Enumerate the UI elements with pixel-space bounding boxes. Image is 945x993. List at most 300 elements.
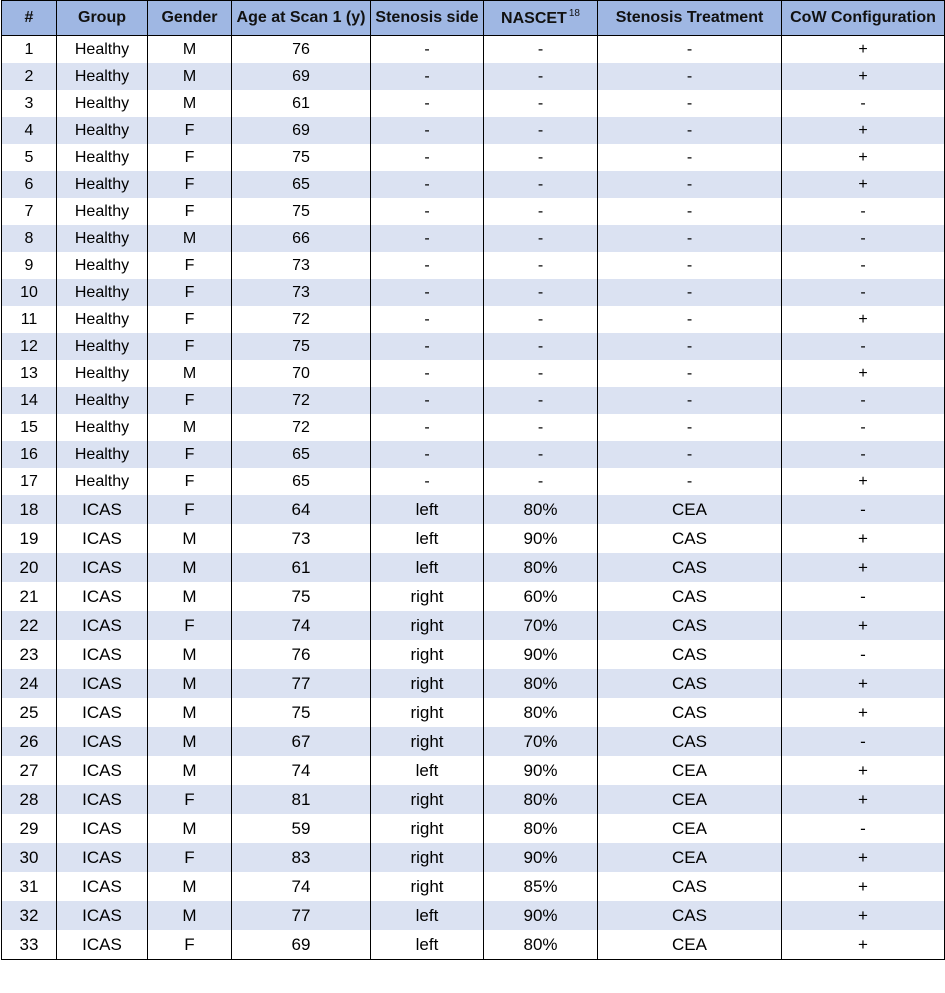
cell-cow-configuration: + — [782, 36, 945, 64]
cell-age: 65 — [232, 468, 371, 495]
cell-stenosis-treatment: - — [598, 117, 782, 144]
cell-stenosis-side: - — [371, 468, 484, 495]
cell-nascet: 80% — [484, 814, 598, 843]
cell-cow-configuration: + — [782, 901, 945, 930]
cell-age: 75 — [232, 333, 371, 360]
cell-cow-configuration: + — [782, 553, 945, 582]
cell-cow-configuration: - — [782, 414, 945, 441]
cell-cow-configuration: + — [782, 785, 945, 814]
cell-index: 13 — [2, 360, 57, 387]
cell-stenosis-treatment: CAS — [598, 640, 782, 669]
cell-index: 11 — [2, 306, 57, 333]
cell-group: ICAS — [57, 669, 148, 698]
cell-stenosis-treatment: - — [598, 279, 782, 306]
cell-cow-configuration: - — [782, 387, 945, 414]
cell-cow-configuration: - — [782, 198, 945, 225]
cell-stenosis-side: right — [371, 843, 484, 872]
cell-stenosis-side: right — [371, 669, 484, 698]
cell-stenosis-side: - — [371, 144, 484, 171]
cell-stenosis-treatment: - — [598, 36, 782, 64]
table-row — [2, 171, 945, 198]
cell-group: ICAS — [57, 582, 148, 611]
cell-gender: F — [148, 387, 232, 414]
cell-index: 6 — [2, 171, 57, 198]
cell-stenosis-side: - — [371, 225, 484, 252]
table-row — [2, 756, 945, 785]
table-row — [2, 279, 945, 306]
cell-nascet: - — [484, 225, 598, 252]
cell-index: 4 — [2, 117, 57, 144]
header-age: Age at Scan 1 (y) — [232, 1, 371, 36]
table-row — [2, 611, 945, 640]
cell-stenosis-side: right — [371, 698, 484, 727]
cell-cow-configuration: - — [782, 441, 945, 468]
table-row — [2, 785, 945, 814]
table-row — [2, 225, 945, 252]
cell-group: Healthy — [57, 117, 148, 144]
cell-nascet: 85% — [484, 872, 598, 901]
cell-stenosis-treatment: CAS — [598, 727, 782, 756]
cell-stenosis-side: right — [371, 611, 484, 640]
table-row — [2, 640, 945, 669]
cell-index: 27 — [2, 756, 57, 785]
cell-age: 75 — [232, 144, 371, 171]
table-row — [2, 63, 945, 90]
cell-gender: F — [148, 306, 232, 333]
cell-stenosis-treatment: - — [598, 171, 782, 198]
cell-cow-configuration: + — [782, 611, 945, 640]
cell-nascet: 90% — [484, 901, 598, 930]
cell-group: ICAS — [57, 727, 148, 756]
cell-group: ICAS — [57, 872, 148, 901]
cell-stenosis-side: left — [371, 930, 484, 960]
table-row — [2, 814, 945, 843]
cell-cow-configuration: + — [782, 756, 945, 785]
cell-nascet: - — [484, 306, 598, 333]
cell-gender: F — [148, 144, 232, 171]
cell-stenosis-side: - — [371, 90, 484, 117]
table-row — [2, 360, 945, 387]
cell-cow-configuration: - — [782, 495, 945, 524]
cell-age: 70 — [232, 360, 371, 387]
cell-nascet: 90% — [484, 640, 598, 669]
cell-age: 72 — [232, 387, 371, 414]
cell-gender: F — [148, 441, 232, 468]
cell-stenosis-treatment: CEA — [598, 785, 782, 814]
cell-gender: M — [148, 872, 232, 901]
cell-nascet: - — [484, 414, 598, 441]
cell-group: ICAS — [57, 495, 148, 524]
cell-stenosis-treatment: - — [598, 63, 782, 90]
cell-index: 18 — [2, 495, 57, 524]
table-row — [2, 414, 945, 441]
cell-group: Healthy — [57, 387, 148, 414]
cell-index: 1 — [2, 36, 57, 64]
cell-index: 32 — [2, 901, 57, 930]
cell-cow-configuration: + — [782, 524, 945, 553]
cell-group: ICAS — [57, 640, 148, 669]
cell-gender: M — [148, 225, 232, 252]
cell-stenosis-treatment: - — [598, 252, 782, 279]
cell-group: Healthy — [57, 36, 148, 64]
cell-cow-configuration: - — [782, 279, 945, 306]
cell-cow-configuration: + — [782, 144, 945, 171]
cell-stenosis-side: right — [371, 785, 484, 814]
cell-age: 73 — [232, 279, 371, 306]
cell-stenosis-treatment: - — [598, 468, 782, 495]
cell-nascet: - — [484, 171, 598, 198]
cell-stenosis-side: right — [371, 872, 484, 901]
cell-index: 9 — [2, 252, 57, 279]
table-row — [2, 468, 945, 495]
cell-group: ICAS — [57, 756, 148, 785]
cell-cow-configuration: - — [782, 225, 945, 252]
table-row — [2, 872, 945, 901]
cell-age: 69 — [232, 930, 371, 960]
cell-cow-configuration: - — [782, 582, 945, 611]
table-row — [2, 930, 945, 960]
cell-nascet: 90% — [484, 756, 598, 785]
cell-group: ICAS — [57, 611, 148, 640]
cell-age: 64 — [232, 495, 371, 524]
cell-stenosis-treatment: CEA — [598, 843, 782, 872]
cell-stenosis-treatment: CAS — [598, 901, 782, 930]
cell-stenosis-treatment: - — [598, 387, 782, 414]
cell-group: ICAS — [57, 785, 148, 814]
cell-group: Healthy — [57, 63, 148, 90]
cell-cow-configuration: - — [782, 333, 945, 360]
cell-stenosis-side: - — [371, 171, 484, 198]
cell-stenosis-side: - — [371, 279, 484, 306]
cell-group: ICAS — [57, 843, 148, 872]
cell-index: 14 — [2, 387, 57, 414]
cell-gender: F — [148, 198, 232, 225]
cell-nascet: - — [484, 90, 598, 117]
cell-cow-configuration: + — [782, 468, 945, 495]
cell-stenosis-side: left — [371, 553, 484, 582]
cell-age: 76 — [232, 640, 371, 669]
cell-cow-configuration: + — [782, 669, 945, 698]
cell-index: 12 — [2, 333, 57, 360]
cell-gender: F — [148, 785, 232, 814]
cell-cow-configuration: - — [782, 252, 945, 279]
cell-group: Healthy — [57, 468, 148, 495]
cell-index: 22 — [2, 611, 57, 640]
cell-age: 65 — [232, 441, 371, 468]
cell-cow-configuration: + — [782, 698, 945, 727]
cell-index: 19 — [2, 524, 57, 553]
cell-nascet: - — [484, 360, 598, 387]
cell-stenosis-side: left — [371, 495, 484, 524]
cell-index: 25 — [2, 698, 57, 727]
cell-stenosis-treatment: CEA — [598, 930, 782, 960]
cell-cow-configuration: + — [782, 872, 945, 901]
cell-age: 69 — [232, 63, 371, 90]
cell-gender: M — [148, 36, 232, 64]
cell-gender: F — [148, 333, 232, 360]
cell-gender: M — [148, 63, 232, 90]
header-cow-configuration: CoW Configuration — [782, 1, 945, 36]
cell-gender: M — [148, 582, 232, 611]
cell-gender: F — [148, 171, 232, 198]
cell-stenosis-treatment: CAS — [598, 669, 782, 698]
cell-index: 2 — [2, 63, 57, 90]
cell-stenosis-treatment: CEA — [598, 495, 782, 524]
table-row — [2, 198, 945, 225]
table-row — [2, 524, 945, 553]
cell-nascet: - — [484, 441, 598, 468]
cell-nascet: 70% — [484, 727, 598, 756]
table-row — [2, 90, 945, 117]
cell-stenosis-treatment: CEA — [598, 814, 782, 843]
cell-nascet: 90% — [484, 843, 598, 872]
table-row — [2, 333, 945, 360]
cell-gender: F — [148, 279, 232, 306]
cell-gender: M — [148, 524, 232, 553]
cell-gender: M — [148, 414, 232, 441]
cell-index: 21 — [2, 582, 57, 611]
cell-stenosis-side: - — [371, 63, 484, 90]
cell-stenosis-treatment: CEA — [598, 756, 782, 785]
cell-index: 31 — [2, 872, 57, 901]
cell-group: Healthy — [57, 360, 148, 387]
cell-cow-configuration: + — [782, 63, 945, 90]
cell-age: 72 — [232, 414, 371, 441]
cell-stenosis-side: - — [371, 198, 484, 225]
cell-index: 20 — [2, 553, 57, 582]
cell-index: 29 — [2, 814, 57, 843]
cell-age: 59 — [232, 814, 371, 843]
cell-stenosis-treatment: - — [598, 360, 782, 387]
cell-group: ICAS — [57, 553, 148, 582]
cell-stenosis-treatment: CAS — [598, 524, 782, 553]
cell-nascet: 60% — [484, 582, 598, 611]
cell-stenosis-treatment: CAS — [598, 698, 782, 727]
header-row — [2, 1, 945, 36]
cell-stenosis-side: - — [371, 252, 484, 279]
cell-cow-configuration: - — [782, 90, 945, 117]
cell-cow-configuration: - — [782, 814, 945, 843]
cell-index: 26 — [2, 727, 57, 756]
cell-gender: F — [148, 843, 232, 872]
cell-stenosis-side: right — [371, 727, 484, 756]
cell-group: ICAS — [57, 524, 148, 553]
table-row — [2, 144, 945, 171]
cell-stenosis-treatment: - — [598, 333, 782, 360]
table-row — [2, 495, 945, 524]
cell-stenosis-side: - — [371, 117, 484, 144]
cell-stenosis-side: left — [371, 524, 484, 553]
cell-stenosis-treatment: - — [598, 90, 782, 117]
cell-nascet: - — [484, 117, 598, 144]
cell-stenosis-side: - — [371, 306, 484, 333]
cell-nascet: - — [484, 36, 598, 64]
cell-stenosis-treatment: - — [598, 144, 782, 171]
cell-stenosis-side: right — [371, 640, 484, 669]
cell-stenosis-treatment: - — [598, 306, 782, 333]
cell-gender: M — [148, 640, 232, 669]
header-nascet-label: NASCET — [501, 10, 567, 27]
cell-stenosis-treatment: - — [598, 441, 782, 468]
cell-age: 73 — [232, 524, 371, 553]
header-group: Group — [57, 1, 148, 36]
cell-stenosis-side: - — [371, 360, 484, 387]
cell-nascet: 80% — [484, 698, 598, 727]
cell-age: 76 — [232, 36, 371, 64]
healthy-group-rows — [2, 36, 945, 496]
cell-cow-configuration: + — [782, 306, 945, 333]
nascet-reference: 18 — [568, 8, 580, 19]
cell-group: Healthy — [57, 171, 148, 198]
cell-gender: M — [148, 814, 232, 843]
cell-stenosis-side: right — [371, 582, 484, 611]
cell-nascet: - — [484, 279, 598, 306]
cell-cow-configuration: - — [782, 640, 945, 669]
cell-age: 73 — [232, 252, 371, 279]
header-stenosis-treatment: Stenosis Treatment — [598, 1, 782, 36]
cell-index: 28 — [2, 785, 57, 814]
table-row — [2, 36, 945, 64]
cell-age: 69 — [232, 117, 371, 144]
cell-cow-configuration: + — [782, 360, 945, 387]
cell-group: Healthy — [57, 90, 148, 117]
cell-gender: F — [148, 468, 232, 495]
cell-gender: F — [148, 495, 232, 524]
cell-age: 72 — [232, 306, 371, 333]
cell-age: 61 — [232, 90, 371, 117]
cell-nascet: 80% — [484, 785, 598, 814]
cell-nascet: - — [484, 333, 598, 360]
cell-stenosis-side: right — [371, 814, 484, 843]
cell-group: Healthy — [57, 225, 148, 252]
cell-age: 75 — [232, 698, 371, 727]
cell-stenosis-side: - — [371, 414, 484, 441]
cell-gender: M — [148, 553, 232, 582]
cell-stenosis-side: left — [371, 756, 484, 785]
cell-stenosis-side: - — [371, 36, 484, 64]
cell-stenosis-treatment: - — [598, 414, 782, 441]
header-index: # — [2, 1, 57, 36]
table-row — [2, 698, 945, 727]
cell-group: Healthy — [57, 333, 148, 360]
cell-age: 74 — [232, 611, 371, 640]
cell-nascet: 80% — [484, 553, 598, 582]
table-row — [2, 117, 945, 144]
cell-cow-configuration: + — [782, 930, 945, 960]
cell-nascet: 80% — [484, 669, 598, 698]
header-stenosis-side: Stenosis side — [371, 1, 484, 36]
icas-group-rows — [2, 495, 945, 960]
cell-index: 5 — [2, 144, 57, 171]
cell-nascet: - — [484, 144, 598, 171]
table-row — [2, 306, 945, 333]
table-row — [2, 441, 945, 468]
patient-table — [1, 0, 945, 960]
cell-age: 74 — [232, 872, 371, 901]
table-row — [2, 843, 945, 872]
cell-nascet: 70% — [484, 611, 598, 640]
table-row — [2, 553, 945, 582]
table-header — [2, 1, 945, 36]
cell-stenosis-side: - — [371, 333, 484, 360]
header-nascet — [484, 1, 598, 36]
cell-group: ICAS — [57, 814, 148, 843]
cell-gender: M — [148, 756, 232, 785]
table-row — [2, 387, 945, 414]
cell-group: Healthy — [57, 252, 148, 279]
cell-age: 81 — [232, 785, 371, 814]
cell-stenosis-side: left — [371, 901, 484, 930]
cell-index: 17 — [2, 468, 57, 495]
cell-nascet: - — [484, 198, 598, 225]
cell-age: 61 — [232, 553, 371, 582]
cell-gender: F — [148, 117, 232, 144]
cell-cow-configuration: + — [782, 843, 945, 872]
cell-index: 8 — [2, 225, 57, 252]
header-gender: Gender — [148, 1, 232, 36]
cell-stenosis-treatment: CAS — [598, 611, 782, 640]
cell-nascet: 90% — [484, 524, 598, 553]
cell-stenosis-treatment: - — [598, 225, 782, 252]
cell-nascet: - — [484, 387, 598, 414]
cell-gender: M — [148, 360, 232, 387]
cell-age: 75 — [232, 198, 371, 225]
cell-age: 83 — [232, 843, 371, 872]
cell-group: Healthy — [57, 414, 148, 441]
cell-nascet: 80% — [484, 495, 598, 524]
cell-group: ICAS — [57, 698, 148, 727]
cell-age: 77 — [232, 669, 371, 698]
cell-gender: F — [148, 930, 232, 960]
cell-group: Healthy — [57, 144, 148, 171]
cell-index: 16 — [2, 441, 57, 468]
cell-age: 75 — [232, 582, 371, 611]
table-row — [2, 727, 945, 756]
cell-group: Healthy — [57, 441, 148, 468]
cell-group: ICAS — [57, 930, 148, 960]
cell-gender: M — [148, 698, 232, 727]
cell-index: 7 — [2, 198, 57, 225]
cell-age: 65 — [232, 171, 371, 198]
cell-cow-configuration: + — [782, 171, 945, 198]
cell-age: 67 — [232, 727, 371, 756]
cell-nascet: - — [484, 468, 598, 495]
cell-gender: F — [148, 252, 232, 279]
cell-stenosis-side: - — [371, 441, 484, 468]
cell-age: 74 — [232, 756, 371, 785]
cell-stenosis-treatment: CAS — [598, 872, 782, 901]
cell-group: ICAS — [57, 901, 148, 930]
cell-cow-configuration: - — [782, 727, 945, 756]
cell-group: Healthy — [57, 198, 148, 225]
cell-nascet: - — [484, 252, 598, 279]
cell-index: 30 — [2, 843, 57, 872]
cell-gender: M — [148, 901, 232, 930]
table-row — [2, 669, 945, 698]
cell-gender: M — [148, 90, 232, 117]
cell-stenosis-treatment: CAS — [598, 553, 782, 582]
cell-group: Healthy — [57, 279, 148, 306]
cell-nascet: - — [484, 63, 598, 90]
cell-nascet: 80% — [484, 930, 598, 960]
cell-gender: M — [148, 727, 232, 756]
cell-cow-configuration: + — [782, 117, 945, 144]
cell-index: 3 — [2, 90, 57, 117]
cell-age: 66 — [232, 225, 371, 252]
cell-stenosis-treatment: - — [598, 198, 782, 225]
cell-gender: F — [148, 611, 232, 640]
cell-gender: M — [148, 669, 232, 698]
